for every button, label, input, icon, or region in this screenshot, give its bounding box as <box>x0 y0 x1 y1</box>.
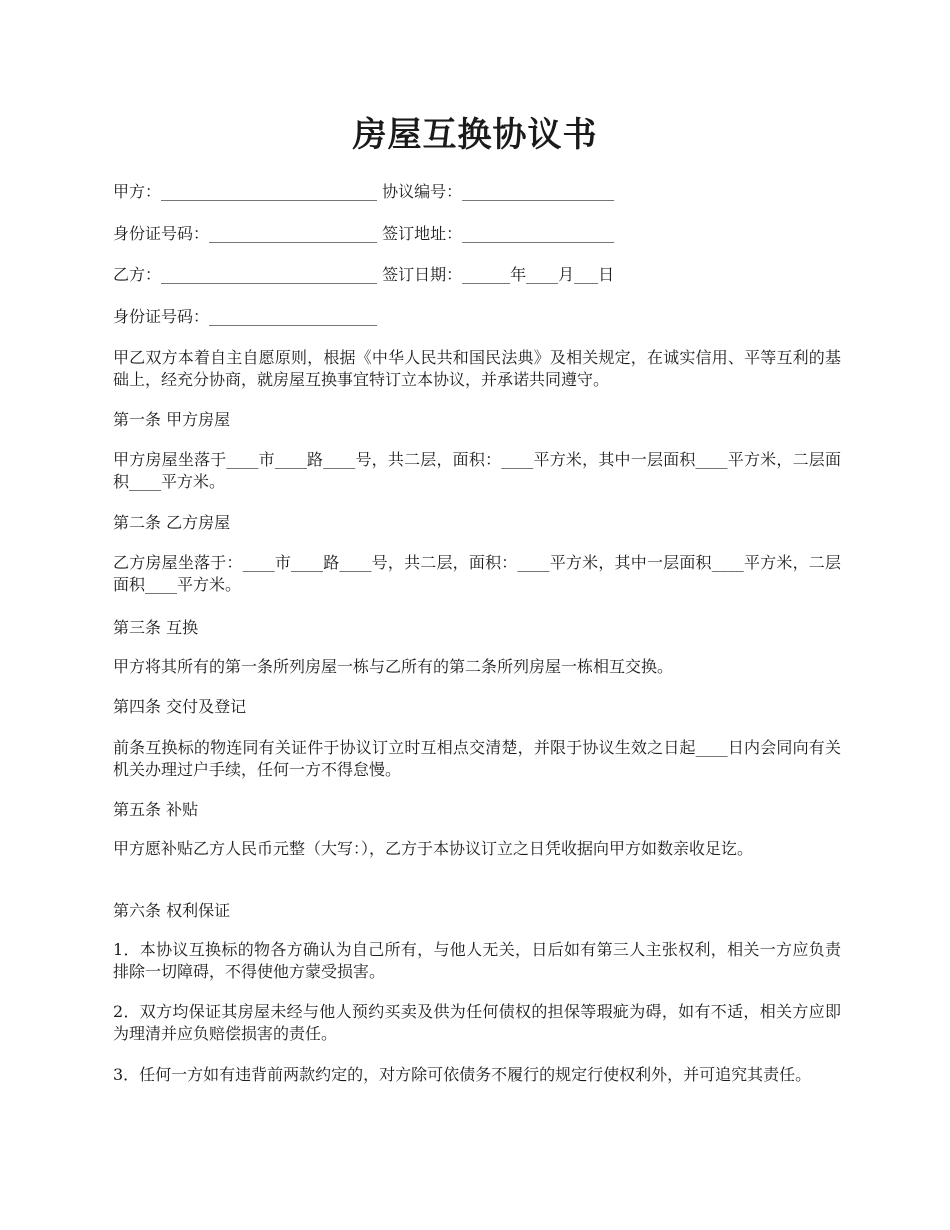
article-1-heading: 第一条 甲方房屋 <box>113 410 231 429</box>
article-3-text: 甲方将其所有的第一条所列房屋一栋与乙所有的第二条所列房屋一栋相互交换。 <box>113 657 674 676</box>
article-6-item-1: 1．本协议互换标的物各方确认为自己所有，与他人无关，日后如有第三人主张权利，相关一方应负责排除一切障碍，不得使他方蒙受损害。 <box>113 940 841 981</box>
header-row-3 <box>113 264 843 286</box>
article-6-item-2: 2．双方均保证其房屋未经与他人预约买卖及供为任何债权的担保等瑕疵为碍，如有不适，相关方应即为理清并应负赔偿损害的责任。 <box>113 1002 841 1043</box>
id-a-field: 身份证号码：_____________________ <box>113 224 378 243</box>
header-row-1 <box>113 181 843 203</box>
article-6-item-3: 3．任何一方如有违背前两款约定的，对方除可依债务不履行的规定行使权利外，并可追究其责任。 <box>113 1065 812 1084</box>
party-b-field: 乙方：___________________________ <box>113 265 378 284</box>
agreement-no-field: 协议编号：___________________ <box>382 182 615 201</box>
article-6-heading: 第六条 权利保证 <box>113 901 231 920</box>
article-4-heading: 第四条 交付及登记 <box>113 697 247 716</box>
party-a-field: 甲方：___________________________ <box>113 182 378 201</box>
article-3-heading: 第三条 互换 <box>113 618 199 637</box>
sign-address-field: 签订地址：___________________ <box>382 224 615 243</box>
document-title: 房屋互换协议书 <box>352 115 598 155</box>
intro-paragraph: 甲乙双方本着自主自愿原则，根据《中华人民共和国民法典》及相关规定，在诚实信用、平等互利的基础上，经充分协商，就房屋互换事宜特订立本协议，并承诺共同遵守。 <box>113 348 841 389</box>
article-5-text: 甲方愿补贴乙方人民币元整（大写：），乙方于本协议订立之日凭收据向甲方如数亲收足讫。 <box>113 839 754 858</box>
header-row-4 <box>113 306 843 328</box>
article-4-text: 前条互换标的物连同有关证件于协议订立时互相点交清楚，并限于协议生效之日起____日内会同向有关机关办理过户手续，任何一方不得怠慢。 <box>113 738 841 779</box>
sign-date-field: 签订日期：______年____月___日 <box>382 265 615 284</box>
article-5-heading: 第五条 补贴 <box>113 800 199 819</box>
id-b-field: 身份证号码：_____________________ <box>113 307 378 326</box>
article-2-text: 乙方房屋坐落于：____市____路____号，共二层，面积：____平方米，其中一层面积____平方米，二层面积____平方米。 <box>113 553 841 594</box>
header-row-2 <box>113 223 843 245</box>
article-1-text: 甲方房屋坐落于____市____路____号，共二层，面积：____平方米，其中一层面积____平方米，二层面积____平方米。 <box>113 450 841 491</box>
article-2-heading: 第二条 乙方房屋 <box>113 513 231 532</box>
